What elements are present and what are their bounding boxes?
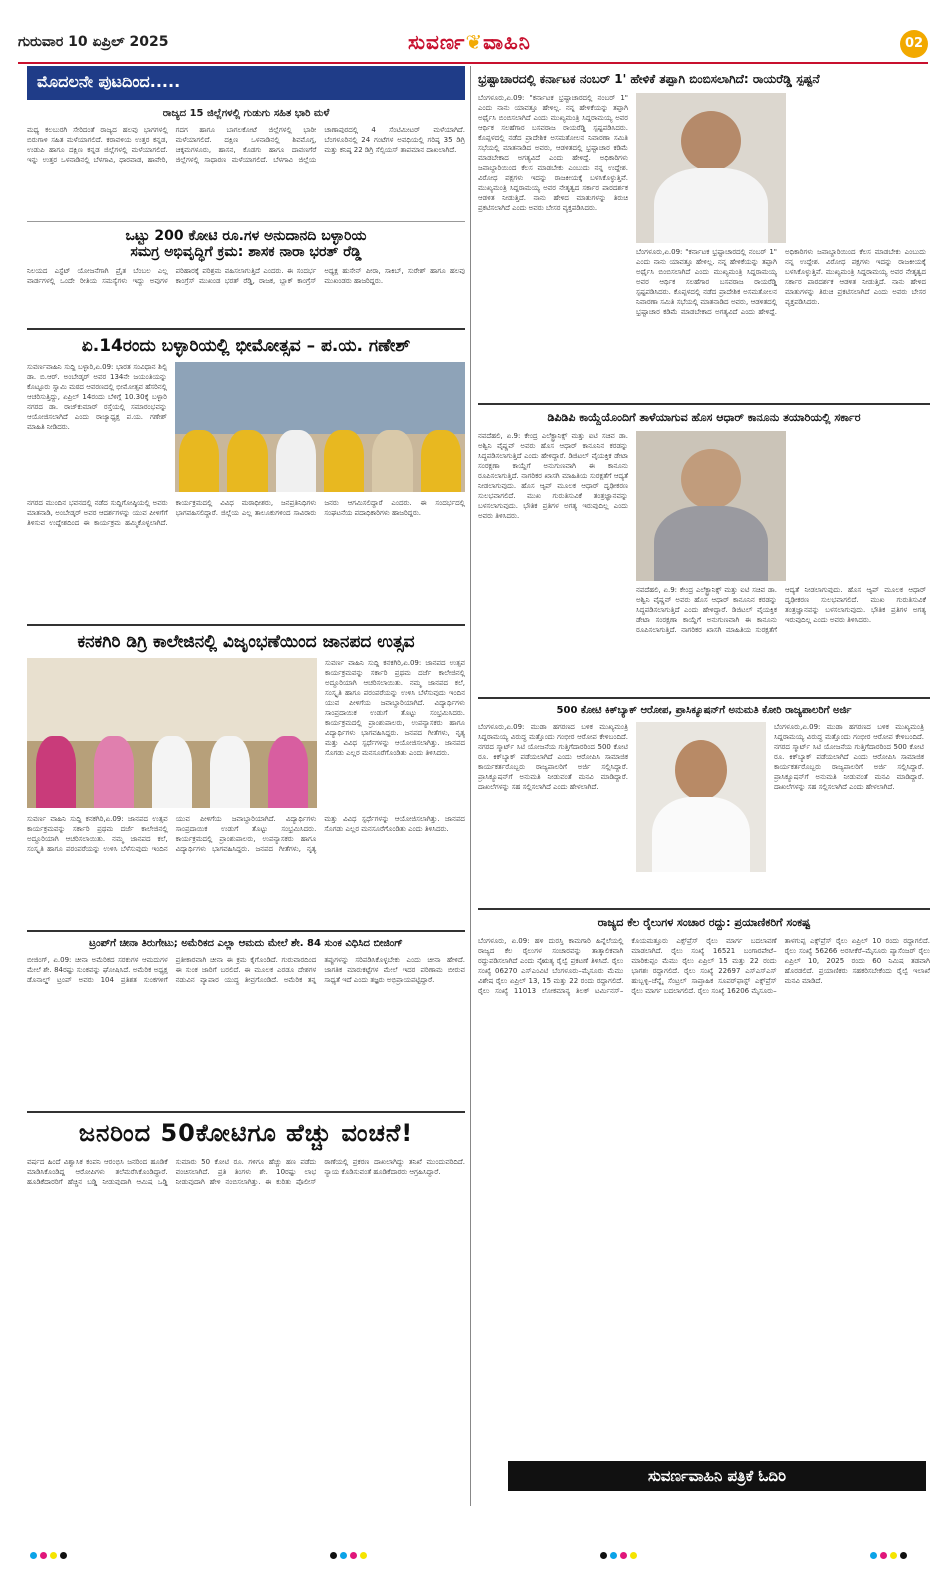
registration-marks bbox=[30, 1552, 67, 1559]
chief-minister-portrait bbox=[636, 722, 766, 872]
article-headline: ರಾಜ್ಯದ 15 ಜಿಲ್ಲೆಗಳಲ್ಲಿ ಗುಡುಗು ಸಹಿತ ಭಾರಿ ಮಳೆ bbox=[162, 108, 330, 119]
article-folk-festival bbox=[27, 632, 465, 924]
article-headline: ರಾಜ್ಯದ ಕೆಲ ರೈಲುಗಳ ಸಂಚಾರ ರದ್ದು: ಪ್ರಯಾಣಿಕರಿಗೆ ಸಂಕಷ್ಟ bbox=[597, 916, 811, 929]
divider bbox=[27, 1111, 465, 1113]
article-body-side: ಸುವರ್ಣ ವಾಹಿನಿ ಸುದ್ದಿ ಕನಕಗಿರಿ,ಏ.09: ಜಾನಪದ ಉತ್ಸವ ಕಾರ್ಯಕ್ರಮವನ್ನು ಸರ್ಕಾರಿ ಪ್ರಥಮ ದರ್ಜೆ ಕಾಲೇಜಿನಲ್ಲಿ ಅದ್ದೂರಿಯಾಗಿ ಆಚರಿಸಲಾಯಿತು. ನಮ್ಮ ಜಾನಪದ ಕಲೆ, ಸಂಸ್ಕೃತಿ ಹಾಗೂ ಪರಂಪರೆಯನ್ನು ಉಳಿಸಿ ಬೆಳೆಸುವುದು ಇಂದಿನ ಯುವ ಪೀಳಿಗೆಯ ಜವಾಬ್ದಾರಿಯಾಗಿದೆ. ವಿದ್ಯಾರ್ಥಿಗಳು ಸಾಂಪ್ರದಾಯಿಕ ಉಡುಗೆ ತೊಟ್ಟು ಸಂಭ್ರಮಿಸಿದರು. ಕಾರ್ಯಕ್ರಮದಲ್ಲಿ ಪ್ರಾಂಶುಪಾಲರು, ಉಪನ್ಯಾಸಕರು ಹಾಗೂ ವಿದ್ಯಾರ್ಥಿಗಳು ಭಾಗವಹಿಸಿದ್ದರು. ಜನಪದ ಗೀತೆಗಳು, ನೃತ್ಯ ಮತ್ತು ವಿವಿಧ ಸ್ಪರ್ಧೆಗಳನ್ನು ಆಯೋಜಿಸಲಾಗಿತ್ತು. ಜಾನಪದ ಸೊಗಡು ಎಲ್ಲರ ಮನಸೂರೆಗೊಂಡಿತು ಎಂದು ತಿಳಿಸಿದರು. bbox=[325, 659, 465, 757]
minister-portrait bbox=[636, 431, 786, 581]
article-trains bbox=[478, 916, 930, 1336]
article-headline: ಜನರಿಂದ 50ಕೋಟಿಗೂ ಹೆಚ್ಚು ವಂಚನೆ! bbox=[78, 1119, 414, 1147]
logo-right-text: ವಾಹಿನಿ bbox=[483, 30, 531, 54]
article-rain bbox=[27, 108, 465, 215]
registration-marks bbox=[330, 1552, 367, 1559]
article-body-left: ನವದೆಹಲಿ, ಏ.9: ಕೇಂದ್ರ ಎಲೆಕ್ಟ್ರಾನಿಕ್ಸ್ ಮತ್ತು ಐಟಿ ಸಚಿವ ಡಾ. ಅಶ್ವಿನಿ ವೈಷ್ಣವ್ ಅವರು ಹೊಸ ಆಧಾರ್ ಕಾನೂನಿನ ಕರಡನ್ನು ಸಿದ್ಧಪಡಿಸಲಾಗುತ್ತಿದೆ ಎಂದು ಹೇಳಿದ್ದಾರೆ. ಡಿಜಿಟಲ್ ವೈಯಕ್ತಿಕ ಡೇಟಾ ಸಂರಕ್ಷಣಾ ಕಾಯ್ದೆಗೆ ಅನುಗುಣವಾಗಿ ಈ ಕಾನೂನು ರೂಪಿಸಲಾಗುತ್ತಿದೆ. ನಾಗರಿಕರ ಖಾಸಗಿ ಮಾಹಿತಿಯ ಸುರಕ್ಷತೆಗೆ ಆದ್ಯತೆ ನೀಡಲಾಗುವುದು. ಹೊಸ ಆ್ಯಪ್ ಮೂಲಕ ಆಧಾರ್ ದೃಢೀಕರಣ ಸುಲಭವಾಗಲಿದೆ. ಮುಖ ಗುರುತಿಸುವಿಕೆ ತಂತ್ರಜ್ಞಾನವನ್ನು ಬಳಸಲಾಗುವುದು. ಭೌತಿಕ ಪ್ರತಿಗಳ ಅಗತ್ಯ ಇರುವುದಿಲ್ಲ ಎಂದು ಅವರು ತಿಳಿಸಿದರು. bbox=[478, 432, 628, 520]
logo-leaf-icon: ❦ bbox=[465, 30, 484, 54]
logo-left-text: ಸುವರ್ಣ bbox=[408, 30, 466, 54]
article-bheemotsava bbox=[27, 336, 465, 618]
article-subheadline: ಸಮಗ್ರ ಅಭಿವೃದ್ಧಿಗೆ ಕ್ರಮ: ಶಾಸಕ ನಾರಾ ಭರತ್ ರೆಡ್ಡಿ bbox=[130, 244, 362, 260]
article-aadhaar bbox=[478, 411, 930, 691]
press-meet-photo bbox=[175, 362, 465, 492]
footer-banner: ಸುವರ್ಣವಾಹಿನಿ ಪತ್ರಿಕೆ ಓದಿರಿ bbox=[508, 1461, 926, 1491]
article-body: ಮಧ್ಯ ಕಲಬುರಗಿ ಸೇರಿದಂತೆ ರಾಜ್ಯದ ಹಲವು ಭಾಗಗಳಲ್ಲಿ ಬಿರುಗಾಳಿ ಸಹಿತ ಮಳೆಯಾಗಲಿದೆ. ಕರಾವಳಿಯ ಉತ್ತರ ಕನ್ನಡ, ಉಡುಪಿ ಹಾಗೂ ದಕ್ಷಿಣ ಕನ್ನಡ ಜಿಲ್ಲೆಗಳಲ್ಲಿ ಮಳೆಯಾಗಲಿದೆ. ಇನ್ನು ಉತ್ತರ ಒಳನಾಡಿನಲ್ಲಿ ಬೆಳಗಾವಿ, ಧಾರವಾಡ, ಹಾವೇರಿ, ಗದಗ ಹಾಗೂ ಬಾಗಲಕೋಟೆ ಜಿಲ್ಲೆಗಳಲ್ಲಿ ಭಾರೀ ಮಳೆಯಾಗಲಿದೆ. ದಕ್ಷಿಣ ಒಳನಾಡಿನಲ್ಲಿ ಶಿವಮೊಗ್ಗ, ಚಿಕ್ಕಮಗಳೂರು, ಹಾಸನ, ಕೊಡಗು ಹಾಗೂ ದಾವಣಗೆರೆ ಜಿಲ್ಲೆಗಳಲ್ಲಿ ಸಾಧಾರಣ ಮಳೆಯಾಗಲಿದೆ. ಬೆಳಗಾವಿ ಜಿಲ್ಲೆಯ ಚಾಣಾಪುರದಲ್ಲಿ 4 ಸೆಂಟಿಮೀಟರ್ ಮಳೆಯಾಗಿದೆ. ಬೆಂಗಳೂರಿನಲ್ಲಿ 24 ಗಂಟೆಗಳ ಅವಧಿಯಲ್ಲಿ ಗರಿಷ್ಠ 35 ಡಿಗ್ರಿ ಮತ್ತು ಕನಿಷ್ಠ 22 ಡಿಗ್ರಿ ಸೆಲ್ಸಿಯಸ್ ತಾಪಮಾನ ದಾಖಲಾಗಿದೆ. bbox=[27, 126, 465, 164]
article-intro: ಸುವರ್ಣವಾಹಿನಿ ಸುದ್ದಿ ಬಳ್ಳಾರಿ,ಏ.09: ಭಾರತ ಸಂವಿಧಾನ ಶಿಲ್ಪಿ ಡಾ. ಬಿ.ಆರ್. ಅಂಬೇಡ್ಕರ್ ಅವರ 134ನೇ ಜಯಂತಿಯನ್ನು ಕೊಟ್ಟೂರು ಸ್ವಾಮಿ ಮಠದ ಆವರಣದಲ್ಲಿ ಭೀಮೋತ್ಸವ ಹೆಸರಿನಲ್ಲಿ ಆಚರಿಸುತ್ತಿದ್ದು, ಏಪ್ರಿಲ್ 14ರಂದು ಬೆಳಿಗ್ಗೆ 10.30ಕ್ಕೆ ಬಳ್ಳಾರಿ ನಗರದ ಡಾ. ರಾಜ್‌ಕುಮಾರ್ ರಸ್ತೆಯಲ್ಲಿ ಸಮಾರಂಭವನ್ನು ಆಯೋಜಿಸಲಾಗಿದೆ ಎಂದು ರಾಜ್ಯಾಧ್ಯಕ್ಷ ಪ.ಯ. ಗಣೇಶ್ ಮಾಹಿತಿ ನೀಡಿದರು. bbox=[27, 363, 167, 431]
article-body: ವರ್ಷದ ಹಿಂದೆ ವಿಶ್ವಾಸಿಕ ಕಂಪನಿ ಆರಂಭಿಸಿ ಜನರಿಂದ ಹೂಡಿಕೆ ಮಾಡಿಸಿಕೊಂಡಿದ್ದ ಆರೋಪಿಗಳು ತಲೆಮರೆಸಿಕೊಂಡಿದ್ದಾರೆ. ಹೂಡಿಕೆದಾರರಿಗೆ ಹೆಚ್ಚಿನ ಬಡ್ಡಿ ನೀಡುವುದಾಗಿ ಆಮಿಷ ಒಡ್ಡಿ ಸುಮಾರು 50 ಕೋಟಿ ರೂ. ಗಳಿಗೂ ಹೆಚ್ಚು ಹಣ ಪಡೆದು ವಂಚಿಸಲಾಗಿದೆ. ಪ್ರತಿ ತಿಂಗಳು ಶೇ. 10ರಷ್ಟು ಲಾಭ ನೀಡುವುದಾಗಿ ಹೇಳಿ ನಂಬಿಸಲಾಗಿತ್ತು. ಈ ಕುರಿತು ಪೊಲೀಸ್ ಠಾಣೆಯಲ್ಲಿ ಪ್ರಕರಣ ದಾಖಲಾಗಿದ್ದು ತನಿಖೆ ಮುಂದುವರಿದಿದೆ. ನ್ಯಾಯ ಕೊಡಿಸುವಂತೆ ಹೂಡಿಕೆದಾರರು ಆಗ್ರಹಿಸಿದ್ದಾರೆ. bbox=[27, 1158, 465, 1186]
divider bbox=[478, 403, 930, 405]
article-bellary-fund bbox=[27, 228, 465, 322]
divider bbox=[27, 930, 465, 932]
article-headline: ಒಟ್ಟು 200 ಕೋಟಿ ರೂ.ಗಳ ಅನುದಾನದಿ ಬಳ್ಳಾರಿಯ bbox=[125, 228, 367, 244]
folk-festival-photo bbox=[27, 658, 317, 808]
article-fraud bbox=[27, 1119, 465, 1267]
divider bbox=[27, 221, 465, 222]
page-number-badge: 02 bbox=[900, 30, 928, 58]
article-headline: ಏ.14ರಂದು ಬಳ್ಳಾರಿಯಲ್ಲಿ ಭೀಮೋತ್ಸವ – ಪ.ಯ. ಗಣೇಶ್ bbox=[81, 336, 411, 356]
article-body: ನಗರದ ಮುಂದಿನ ಭವನದಲ್ಲಿ ನಡೆದ ಸುದ್ದಿಗೋಷ್ಠಿಯಲ್ಲಿ ಅವರು ಮಾತನಾಡಿ, ಅಂಬೇಡ್ಕರ್ ಅವರ ಆದರ್ಶಗಳನ್ನು ಯುವ ಪೀಳಿಗೆಗೆ ತಿಳಿಸುವ ಉದ್ದೇಶದಿಂದ ಈ ಕಾರ್ಯಕ್ರಮ ಹಮ್ಮಿಕೊಳ್ಳಲಾಗಿದೆ. ಕಾರ್ಯಕ್ರಮದಲ್ಲಿ ವಿವಿಧ ಮಠಾಧೀಶರು, ಜನಪ್ರತಿನಿಧಿಗಳು ಭಾಗವಹಿಸಲಿದ್ದಾರೆ. ಜಿಲ್ಲೆಯ ಎಲ್ಲ ತಾಲೂಕುಗಳಿಂದ ಸಾವಿರಾರು ಜನರು ಆಗಮಿಸಲಿದ್ದಾರೆ ಎಂದರು. ಈ ಸಂದರ್ಭದಲ್ಲಿ ಸಂಘಟನೆಯ ಪದಾಧಿಕಾರಿಗಳು ಹಾಜರಿದ್ದರು. bbox=[27, 499, 465, 527]
article-rayareddy bbox=[478, 66, 930, 397]
article-body-left: ಬೆಂಗಳೂರು,ಏ.09: ಮುಡಾ ಹಗರಣದ ಬಳಿಕ ಮುಖ್ಯಮಂತ್ರಿ ಸಿದ್ದರಾಮಯ್ಯ ವಿರುದ್ಧ ಮತ್ತೊಂದು ಗಂಭೀರ ಆರೋಪ ಕೇಳಿಬಂದಿದೆ. ನಗರದ ಸ್ಮಾರ್ಟ್ ಸಿಟಿ ಯೋಜನೆಯ ಗುತ್ತಿಗೆದಾರರಿಂದ 500 ಕೋಟಿ ರೂ. ಕಿಕ್‌ಬ್ಯಾಕ್ ಪಡೆಯಲಾಗಿದೆ ಎಂದು ಆರೋಪಿಸಿ ಸಾಮಾಜಿಕ ಕಾರ್ಯಕರ್ತರೊಬ್ಬರು ರಾಜ್ಯಪಾಲರಿಗೆ ಅರ್ಜಿ ಸಲ್ಲಿಸಿದ್ದಾರೆ. ಪ್ರಾಸಿಕ್ಯೂಷನ್‌ಗೆ ಅನುಮತಿ ನೀಡುವಂತೆ ಮನವಿ ಮಾಡಿದ್ದಾರೆ. ದಾಖಲೆಗಳನ್ನು ಸಹ ಸಲ್ಲಿಸಲಾಗಿದೆ ಎಂದು ಹೇಳಲಾಗಿದೆ. bbox=[478, 723, 628, 791]
rayareddy-portrait bbox=[636, 93, 786, 243]
newspaper-logo bbox=[408, 30, 531, 54]
article-body: ಬೀಜಿಂಗ್, ಏ.09: ಚೀನಾ ಅಮೆರಿಕದ ಸರಕುಗಳ ಆಮದುಗಳ ಮೇಲೆ ಶೇ. 84ರಷ್ಟು ಸುಂಕವನ್ನು ಘೋಷಿಸಿದೆ. ಅಮೆರಿಕ ಅಧ್ಯಕ್ಷ ಡೊನಾಲ್ಡ್ ಟ್ರಂಪ್ ಅವರು 104 ಪ್ರತಿಶತ ಸುಂಕಗಳಿಗೆ ಪ್ರತೀಕಾರವಾಗಿ ಚೀನಾ ಈ ಕ್ರಮ ಕೈಗೊಂಡಿದೆ. ಗುರುವಾರದಿಂದ ಈ ಸುಂಕ ಜಾರಿಗೆ ಬರಲಿದೆ. ಈ ಮೂಲಕ ಎರಡೂ ದೇಶಗಳ ನಡುವಿನ ವ್ಯಾಪಾರ ಯುದ್ಧ ತೀವ್ರಗೊಂಡಿದೆ. ಅಮೆರಿಕ ತನ್ನ ತಪ್ಪುಗಳನ್ನು ಸರಿಪಡಿಸಿಕೊಳ್ಳಬೇಕು ಎಂದು ಚೀನಾ ಹೇಳಿದೆ. ಜಾಗತಿಕ ಮಾರುಕಟ್ಟೆಗಳ ಮೇಲೆ ಇದರ ಪರಿಣಾಮ ಬೀರುವ ಸಾಧ್ಯತೆ ಇದೆ ಎಂದು ತಜ್ಞರು ಅಭಿಪ್ರಾಯಪಟ್ಟಿದ್ದಾರೆ. bbox=[27, 956, 465, 984]
issue-date: ಗುರುವಾರ 10 ಏಪ್ರಿಲ್ 2025 bbox=[18, 34, 169, 50]
divider bbox=[478, 697, 930, 699]
masthead-divider bbox=[18, 62, 928, 64]
right-column bbox=[478, 66, 930, 1336]
article-headline: ಭ್ರಷ್ಟಾಚಾರದಲ್ಲಿ ಕರ್ನಾಟಕ ನಂಬರ್ 1' ಹೇಳಿಕೆ ತಪ್ಪಾಗಿ ಬಿಂಬಿಸಲಾಗಿದೆ: ರಾಯರೆಡ್ಡಿ ಸ್ಪಷ್ಟನೆ bbox=[478, 72, 820, 86]
registration-marks bbox=[600, 1552, 637, 1559]
registration-marks bbox=[870, 1552, 907, 1559]
article-headline: ಡಿಪಿಡಿಪಿ ಕಾಯ್ದೆಯೊಂದಿಗೆ ತಾಳೆಯಾಗುವ ಹೊಸ ಆಧಾರ್ ಕಾನೂನು ತಯಾರಿಯಲ್ಲಿ ಸರ್ಕಾರ bbox=[547, 411, 861, 424]
section-banner: ಮೊದಲನೇ ಪುಟದಿಂದ..... bbox=[27, 66, 465, 100]
column-divider bbox=[470, 66, 471, 1506]
divider bbox=[27, 328, 465, 330]
article-headline: 500 ಕೋಟಿ ಕಿಕ್‌ಬ್ಯಾಕ್ ಆರೋಪ, ಪ್ರಾಸಿಕ್ಯೂಷನ್‌ಗೆ ಅನುಮತಿ ಕೋರಿ ರಾಜ್ಯಪಾಲರಿಗೆ ಅರ್ಜಿ bbox=[556, 705, 852, 716]
article-body: ಬೆಂಗಳೂರು, ಏ.09: ಹಳಿ ದುರಸ್ತಿ ಕಾಮಗಾರಿ ಹಿನ್ನೆಲೆಯಲ್ಲಿ ರಾಜ್ಯದ ಕೆಲ ರೈಲುಗಳ ಸಂಚಾರವನ್ನು ತಾತ್ಕಾಲಿಕವಾಗಿ ರದ್ದುಪಡಿಸಲಾಗಿದೆ ಎಂದು ನೈಋತ್ಯ ರೈಲ್ವೆ ಪ್ರಕಟಣೆ ತಿಳಿಸಿದೆ. ರೈಲು ಸಂಖ್ಯೆ 06270 ಎಸ್‌ಎಂವಿಟಿ ಬೆಂಗಳೂರು–ಮೈಸೂರು ಮೆಮು ವಿಶೇಷ ರೈಲು ಏಪ್ರಿಲ್ 13, 15 ಮತ್ತು 22 ರಂದು ರದ್ದಾಗಲಿದೆ. ರೈಲು ಸಂಖ್ಯೆ 11013 ಲೋಕಮಾನ್ಯ ತಿಲಕ್ ಟರ್ಮಿನಸ್–ಕೊಯಮತ್ತೂರು ಎಕ್ಸ್‌ಪ್ರೆಸ್ ರೈಲು ಮಾರ್ಗ ಬದಲಾವಣೆ ಮಾಡಲಾಗಿದೆ. ರೈಲು ಸಂಖ್ಯೆ 16521 ಬಂಗಾರಪೇಟೆ–ಮಾರಿಕುಪ್ಪಂ ಮೆಮು ರೈಲು ಏಪ್ರಿಲ್ 15 ಮತ್ತು 22 ರಂದು ಭಾಗಶಃ ರದ್ದಾಗಲಿದೆ. ರೈಲು ಸಂಖ್ಯೆ 22697 ಎಸ್‌ಎಸ್‌ಎಸ್ ಹುಬ್ಬಳ್ಳಿ–ಚೆನ್ನೈ ಸೆಂಟ್ರಲ್ ಸಾಪ್ತಾಹಿಕ ಸೂಪರ್‌ಫಾಸ್ಟ್ ಎಕ್ಸ್‌ಪ್ರೆಸ್ ರೈಲು ಮಾರ್ಗ ಬದಲಾಗಲಿದೆ. ರೈಲು ಸಂಖ್ಯೆ 16206 ಮೈಸೂರು–ತಾಳಗುಪ್ಪ ಎಕ್ಸ್‌ಪ್ರೆಸ್ ರೈಲು ಏಪ್ರಿಲ್ 10 ರಂದು ರದ್ದಾಗಲಿದೆ. ರೈಲು ಸಂಖ್ಯೆ 56266 ಅರಸೀಕೆರೆ–ಮೈಸೂರು ಪ್ಯಾಸೆಂಜರ್ ರೈಲು ಏಪ್ರಿಲ್ 10, 2025 ರಂದು 60 ನಿಮಿಷ ತಡವಾಗಿ ಹೊರಡಲಿದೆ. ಪ್ರಯಾಣಿಕರು ಸಹಕರಿಸಬೇಕೆಂದು ರೈಲ್ವೆ ಇಲಾಖೆ ಮನವಿ ಮಾಡಿದೆ. bbox=[478, 937, 930, 995]
divider bbox=[27, 624, 465, 626]
article-body-right: ನವದೆಹಲಿ, ಏ.9: ಕೇಂದ್ರ ಎಲೆಕ್ಟ್ರಾನಿಕ್ಸ್ ಮತ್ತು ಐಟಿ ಸಚಿವ ಡಾ. ಅಶ್ವಿನಿ ವೈಷ್ಣವ್ ಅವರು ಹೊಸ ಆಧಾರ್ ಕಾನೂನಿನ ಕರಡನ್ನು ಸಿದ್ಧಪಡಿಸಲಾಗುತ್ತಿದೆ ಎಂದು ಹೇಳಿದ್ದಾರೆ. ಡಿಜಿಟಲ್ ವೈಯಕ್ತಿಕ ಡೇಟಾ ಸಂರಕ್ಷಣಾ ಕಾಯ್ದೆಗೆ ಅನುಗುಣವಾಗಿ ಈ ಕಾನೂನು ರೂಪಿಸಲಾಗುತ್ತಿದೆ. ನಾಗರಿಕರ ಖಾಸಗಿ ಮಾಹಿತಿಯ ಸುರಕ್ಷತೆಗೆ ಆದ್ಯತೆ ನೀಡಲಾಗುವುದು. ಹೊಸ ಆ್ಯಪ್ ಮೂಲಕ ಆಧಾರ್ ದೃಢೀಕರಣ ಸುಲಭವಾಗಲಿದೆ. ಮುಖ ಗುರುತಿಸುವಿಕೆ ತಂತ್ರಜ್ಞಾನವನ್ನು ಬಳಸಲಾಗುವುದು. ಭೌತಿಕ ಪ್ರತಿಗಳ ಅಗತ್ಯ ಇರುವುದಿಲ್ಲ ಎಂದು ಅವರು ತಿಳಿಸಿದರು. bbox=[636, 586, 926, 634]
article-body-right: ಬೆಂಗಳೂರು,ಏ.09: ಮುಡಾ ಹಗರಣದ ಬಳಿಕ ಮುಖ್ಯಮಂತ್ರಿ ಸಿದ್ದರಾಮಯ್ಯ ವಿರುದ್ಧ ಮತ್ತೊಂದು ಗಂಭೀರ ಆರೋಪ ಕೇಳಿಬಂದಿದೆ. ನಗರದ ಸ್ಮಾರ್ಟ್ ಸಿಟಿ ಯೋಜನೆಯ ಗುತ್ತಿಗೆದಾರರಿಂದ 500 ಕೋಟಿ ರೂ. ಕಿಕ್‌ಬ್ಯಾಕ್ ಪಡೆಯಲಾಗಿದೆ ಎಂದು ಆರೋಪಿಸಿ ಸಾಮಾಜಿಕ ಕಾರ್ಯಕರ್ತರೊಬ್ಬರು ರಾಜ್ಯಪಾಲರಿಗೆ ಅರ್ಜಿ ಸಲ್ಲಿಸಿದ್ದಾರೆ. ಪ್ರಾಸಿಕ್ಯೂಷನ್‌ಗೆ ಅನುಮತಿ ನೀಡುವಂತೆ ಮನವಿ ಮಾಡಿದ್ದಾರೆ. ದಾಖಲೆಗಳನ್ನು ಸಹ ಸಲ್ಲಿಸಲಾಗಿದೆ ಎಂದು ಹೇಳಲಾಗಿದೆ. bbox=[774, 723, 924, 791]
article-body: ಸುವರ್ಣ ವಾಹಿನಿ ಸುದ್ದಿ ಕನಕಗಿರಿ,ಏ.09: ಜಾನಪದ ಉತ್ಸವ ಕಾರ್ಯಕ್ರಮವನ್ನು ಸರ್ಕಾರಿ ಪ್ರಥಮ ದರ್ಜೆ ಕಾಲೇಜಿನಲ್ಲಿ ಅದ್ದೂರಿಯಾಗಿ ಆಚರಿಸಲಾಯಿತು. ನಮ್ಮ ಜಾನಪದ ಕಲೆ, ಸಂಸ್ಕೃತಿ ಹಾಗೂ ಪರಂಪರೆಯನ್ನು ಉಳಿಸಿ ಬೆಳೆಸುವುದು ಇಂದಿನ ಯುವ ಪೀಳಿಗೆಯ ಜವಾಬ್ದಾರಿಯಾಗಿದೆ. ವಿದ್ಯಾರ್ಥಿಗಳು ಸಾಂಪ್ರದಾಯಿಕ ಉಡುಗೆ ತೊಟ್ಟು ಸಂಭ್ರಮಿಸಿದರು. ಕಾರ್ಯಕ್ರಮದಲ್ಲಿ ಪ್ರಾಂಶುಪಾಲರು, ಉಪನ್ಯಾಸಕರು ಹಾಗೂ ವಿದ್ಯಾರ್ಥಿಗಳು ಭಾಗವಹಿಸಿದ್ದರು. ಜನಪದ ಗೀತೆಗಳು, ನೃತ್ಯ ಮತ್ತು ವಿವಿಧ ಸ್ಪರ್ಧೆಗಳನ್ನು ಆಯೋಜಿಸಲಾಗಿತ್ತು. ಜಾನಪದ ಸೊಗಡು ಎಲ್ಲರ ಮನಸೂರೆಗೊಂಡಿತು ಎಂದು ತಿಳಿಸಿದರು. bbox=[27, 815, 465, 853]
article-body: ನಿಲಯದ ಎಸ್ಟೆಟ್ ಯೋಜನೆಗಾಗಿ ಪ್ರೈತ ಬೆಂಬಲ ಎಲ್ಲ ವಾರ್ಡಗಳಲ್ಲಿ ಒಂದೇ ರೀತಿಯ ಸಮಸ್ಯೆಗಳು ಇದ್ದು ಅವುಗಳ ಪರಿಹಾರಕ್ಕೆ ಪರಿಶ್ರಮ ವಹಿಸಲಾಗುತ್ತಿದೆ ಎಂದರು. ಈ ಸಂದರ್ಭ ಕಾಂಗ್ರೆಸ್ ಮುಖಂಡ ಭರತ್ ರೆಡ್ಡಿ, ರಾಜಕ, ಬ್ಲಾಕ್ ಕಾಂಗ್ರೆಸ್ ಅಧ್ಯಕ್ಷ ಹುಸೇನ್ ಪೀರಾ, ಸಾಕಿಬ್, ಸುರೇಶ್ ಹಾಗೂ ಹಲವು ಮುಖಂಡರು ಹಾಜರಿದ್ದರು. bbox=[27, 267, 465, 285]
divider bbox=[478, 908, 930, 910]
article-headline: ಟ್ರಂಪ್‌ಗೆ ಚೀನಾ ತಿರುಗೇಟು; ಅಮೆರಿಕದ ಎಲ್ಲಾ ಆಮದು ಮೇಲೆ ಶೇ. 84 ಸುಂಕ ವಿಧಿಸಿದ ಬೀಜಿಂಗ್ bbox=[89, 938, 403, 949]
article-body-left: ಬೆಂಗಳೂರು,ಏ.09: "ಕರ್ನಾಟಕ ಭ್ರಷ್ಟಾಚಾರದಲ್ಲಿ ನಂಬರ್ 1" ಎಂದು ನಾನು ಯಾವತ್ತೂ ಹೇಳಿಲ್ಲ. ನನ್ನ ಹೇಳಿಕೆಯನ್ನು ತಪ್ಪಾಗಿ ಅರ್ಥೈಸಿ ಬಿಂಬಿಸಲಾಗಿದೆ ಎಂದು ಮುಖ್ಯಮಂತ್ರಿ ಸಿದ್ದರಾಮಯ್ಯ ಅವರ ಆರ್ಥಿಕ ಸಲಹೆಗಾರ ಬಸವರಾಜ ರಾಯರೆಡ್ಡಿ ಸ್ಪಷ್ಟಪಡಿಸಿದರು. ಕೊಪ್ಪಳದಲ್ಲಿ ನಡೆದ ಪ್ರಾದೇಶಿಕ ಅಸಮತೋಲನ ನಿವಾರಣಾ ಸಮಿತಿ ಸಭೆಯಲ್ಲಿ ಮಾತನಾಡಿದ ಅವರು, ಆಡಳಿತದಲ್ಲಿ ಭ್ರಷ್ಟಾಚಾರ ಕಡಿಮೆ ಮಾಡಬೇಕಾದ ಅಗತ್ಯವಿದೆ ಎಂದು ಹೇಳಿದ್ದೆ. ಅಧಿಕಾರಿಗಳು ಜವಾಬ್ದಾರಿಯಿಂದ ಕೆಲಸ ಮಾಡಬೇಕು ಎಂಬುದು ನನ್ನ ಉದ್ದೇಶ. ವಿರೋಧ ಪಕ್ಷಗಳು ಇದನ್ನು ರಾಜಕೀಯಕ್ಕೆ ಬಳಸಿಕೊಳ್ಳುತ್ತಿವೆ. ಮುಖ್ಯಮಂತ್ರಿ ಸಿದ್ದರಾಮಯ್ಯ ಅವರ ನೇತೃತ್ವದ ಸರ್ಕಾರ ಪಾರದರ್ಶಕ ಆಡಳಿತ ನೀಡುತ್ತಿದೆ. ನಾನು ಹೇಳಿದ ಮಾತುಗಳನ್ನು ತಿರುಚಿ ಪ್ರಕಟಿಸಲಾಗಿದೆ ಎಂದು ಅವರು ಬೇಸರ ವ್ಯಕ್ತಪಡಿಸಿದರು. bbox=[478, 94, 628, 212]
left-column bbox=[27, 66, 465, 1267]
article-body-right: ಬೆಂಗಳೂರು,ಏ.09: "ಕರ್ನಾಟಕ ಭ್ರಷ್ಟಾಚಾರದಲ್ಲಿ ನಂಬರ್ 1" ಎಂದು ನಾನು ಯಾವತ್ತೂ ಹೇಳಿಲ್ಲ. ನನ್ನ ಹೇಳಿಕೆಯನ್ನು ತಪ್ಪಾಗಿ ಅರ್ಥೈಸಿ ಬಿಂಬಿಸಲಾಗಿದೆ ಎಂದು ಮುಖ್ಯಮಂತ್ರಿ ಸಿದ್ದರಾಮಯ್ಯ ಅವರ ಆರ್ಥಿಕ ಸಲಹೆಗಾರ ಬಸವರಾಜ ರಾಯರೆಡ್ಡಿ ಸ್ಪಷ್ಟಪಡಿಸಿದರು. ಕೊಪ್ಪಳದಲ್ಲಿ ನಡೆದ ಪ್ರಾದೇಶಿಕ ಅಸಮತೋಲನ ನಿವಾರಣಾ ಸಮಿತಿ ಸಭೆಯಲ್ಲಿ ಮಾತನಾಡಿದ ಅವರು, ಆಡಳಿತದಲ್ಲಿ ಭ್ರಷ್ಟಾಚಾರ ಕಡಿಮೆ ಮಾಡಬೇಕಾದ ಅಗತ್ಯವಿದೆ ಎಂದು ಹೇಳಿದ್ದೆ. ಅಧಿಕಾರಿಗಳು ಜವಾಬ್ದಾರಿಯಿಂದ ಕೆಲಸ ಮಾಡಬೇಕು ಎಂಬುದು ನನ್ನ ಉದ್ದೇಶ. ವಿರೋಧ ಪಕ್ಷಗಳು ಇದನ್ನು ರಾಜಕೀಯಕ್ಕೆ ಬಳಸಿಕೊಳ್ಳುತ್ತಿವೆ. ಮುಖ್ಯಮಂತ್ರಿ ಸಿದ್ದರಾಮಯ್ಯ ಅವರ ನೇತೃತ್ವದ ಸರ್ಕಾರ ಪಾರದರ್ಶಕ ಆಡಳಿತ ನೀಡುತ್ತಿದೆ. ನಾನು ಹೇಳಿದ ಮಾತುಗಳನ್ನು ತಿರುಚಿ ಪ್ರಕಟಿಸಲಾಗಿದೆ ಎಂದು ಅವರು ಬೇಸರ ವ್ಯಕ್ತಪಡಿಸಿದರು. bbox=[636, 248, 926, 316]
masthead bbox=[18, 30, 928, 62]
article-china-tariff bbox=[27, 938, 465, 1105]
article-headline: ಕನಕಗಿರಿ ಡಿಗ್ರಿ ಕಾಲೇಜಿನಲ್ಲಿ ವಿಜೃಂಭಣೆಯಿಂದ ಜಾನಪದ ಉತ್ಸವ bbox=[77, 632, 415, 652]
article-kickback bbox=[478, 705, 930, 902]
